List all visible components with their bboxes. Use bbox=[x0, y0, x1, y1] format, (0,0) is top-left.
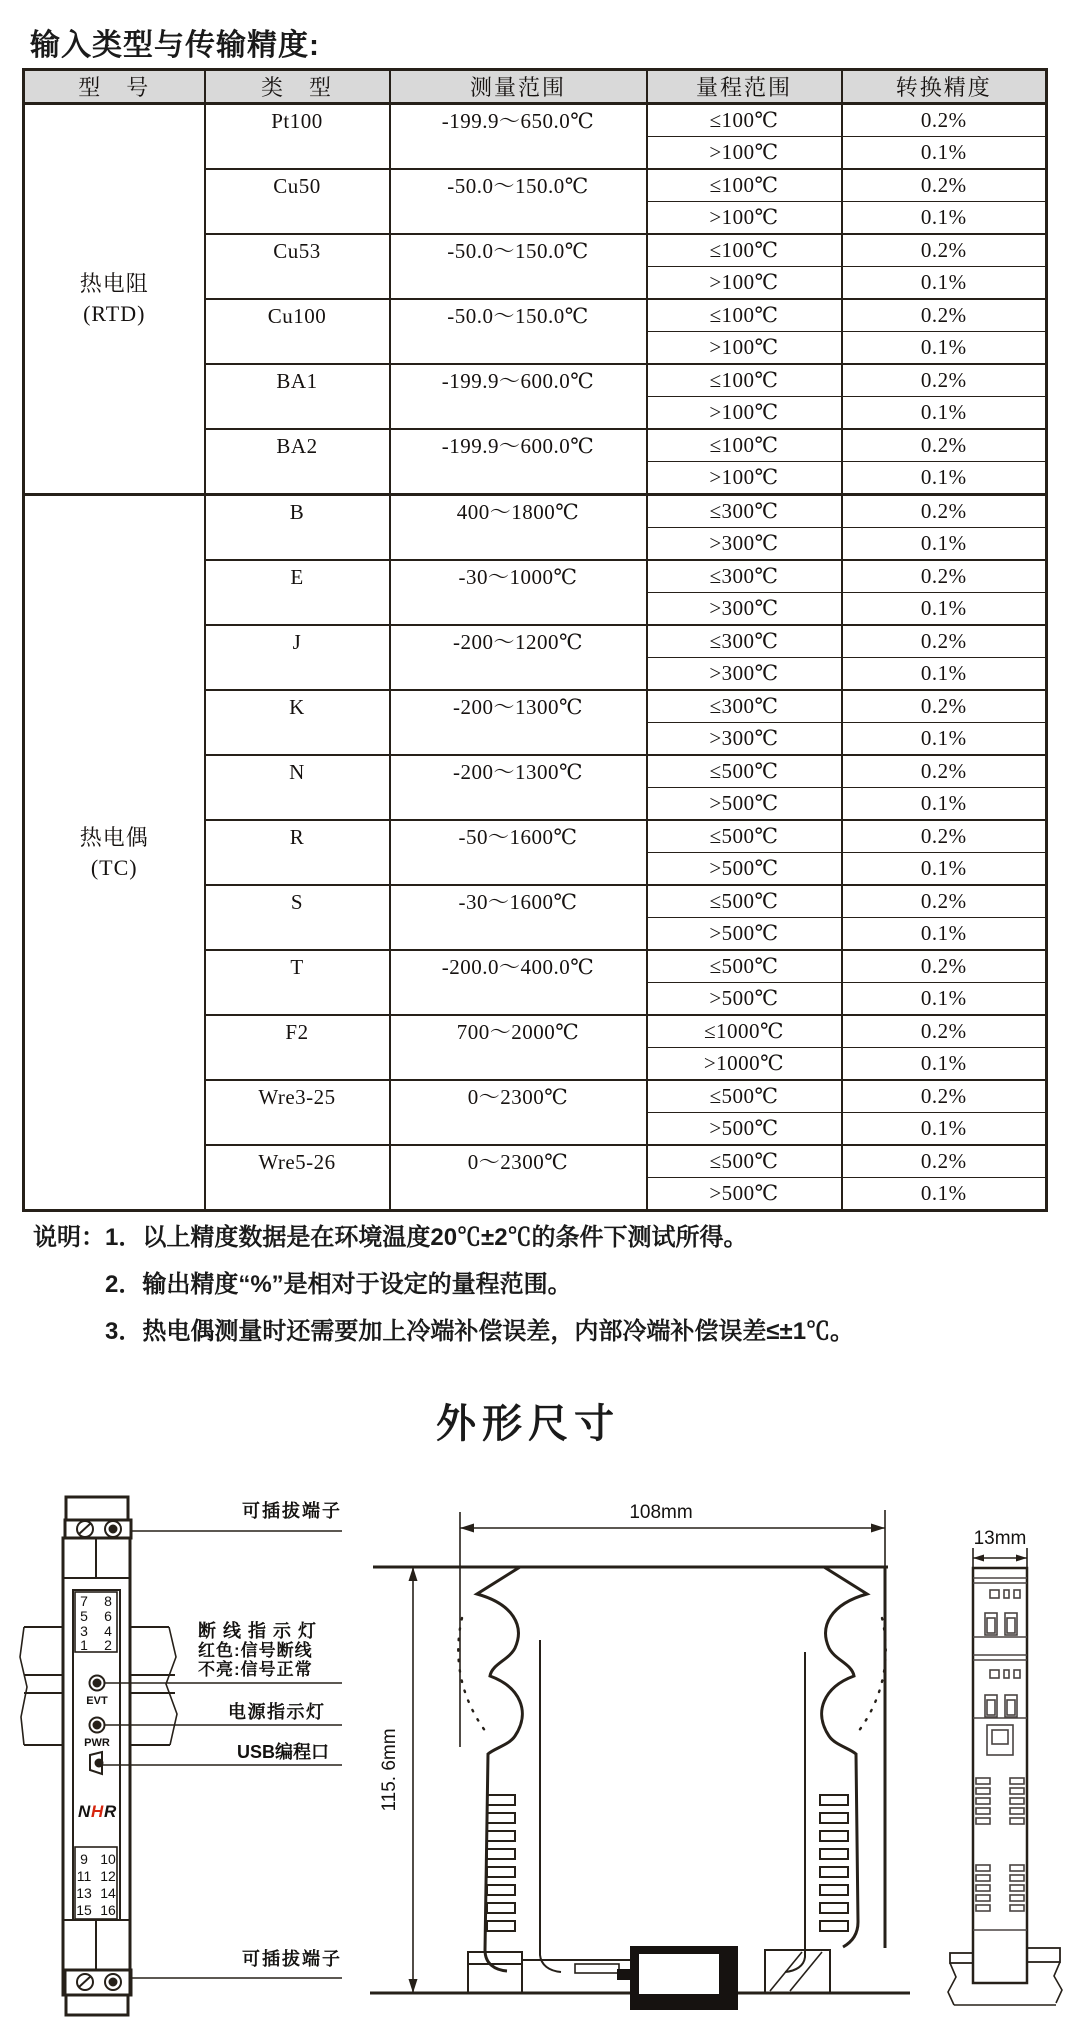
span-cell: ≤500℃ bbox=[647, 885, 842, 918]
range-cell: 400～1800℃ bbox=[390, 495, 647, 561]
range-cell: -200.0～400.0℃ bbox=[390, 950, 647, 1015]
type-cell: Pt100 bbox=[205, 104, 390, 170]
span-cell: >500℃ bbox=[647, 788, 842, 821]
range-cell: -199.9～600.0℃ bbox=[390, 429, 647, 495]
evt-label: EVT bbox=[86, 1695, 108, 1707]
span-cell: ≤300℃ bbox=[647, 560, 842, 593]
span-cell: >500℃ bbox=[647, 853, 842, 886]
accuracy-cell: 0.2% bbox=[842, 364, 1047, 397]
terminal-numbers-top bbox=[80, 1593, 112, 1653]
spec-table bbox=[22, 68, 1048, 1212]
range-cell: -199.9～650.0℃ bbox=[390, 104, 647, 170]
accuracy-cell: 0.2% bbox=[842, 1080, 1047, 1113]
table-row bbox=[24, 104, 1047, 137]
type-cell: Cu53 bbox=[205, 234, 390, 299]
type-cell: F2 bbox=[205, 1015, 390, 1080]
edge-body bbox=[973, 1568, 1027, 1983]
evt-led-icon bbox=[90, 1676, 105, 1691]
type-cell: BA1 bbox=[205, 364, 390, 429]
accuracy-cell: 0.1% bbox=[842, 723, 1047, 756]
accuracy-cell: 0.2% bbox=[842, 495, 1047, 528]
accuracy-cell: 0.2% bbox=[842, 234, 1047, 267]
terminal-number: 12 bbox=[100, 1868, 116, 1884]
model-subname: (RTD) bbox=[83, 301, 146, 326]
col-header-model: 型 号 bbox=[24, 70, 205, 104]
accuracy-cell: 0.1% bbox=[842, 983, 1047, 1016]
span-cell: ≤100℃ bbox=[647, 104, 842, 137]
model-name: 热电偶 bbox=[79, 824, 149, 850]
type-cell: S bbox=[205, 885, 390, 950]
span-cell: >100℃ bbox=[647, 397, 842, 430]
accuracy-cell: 0.1% bbox=[842, 137, 1047, 170]
span-cell: ≤300℃ bbox=[647, 625, 842, 658]
range-cell: -50.0～150.0℃ bbox=[390, 169, 647, 234]
span-cell: ≤100℃ bbox=[647, 429, 842, 462]
accuracy-cell: 0.2% bbox=[842, 950, 1047, 983]
range-cell: -30～1600℃ bbox=[390, 885, 647, 950]
span-cell: >300℃ bbox=[647, 593, 842, 626]
note-item-3: 3．热电偶测量时还需要加上冷端补偿误差，内部冷端补偿误差≤±1℃。 bbox=[105, 1318, 855, 1345]
height-dimension-label: 115. 6mm bbox=[379, 1728, 400, 1812]
accuracy-cell: 0.1% bbox=[842, 397, 1047, 430]
span-cell: >100℃ bbox=[647, 202, 842, 235]
table-row bbox=[24, 495, 1047, 528]
span-cell: >100℃ bbox=[647, 332, 842, 365]
accuracy-cell: 0.2% bbox=[842, 690, 1047, 723]
span-cell: >300℃ bbox=[647, 528, 842, 561]
span-cell: ≤300℃ bbox=[647, 495, 842, 528]
span-cell: >1000℃ bbox=[647, 1048, 842, 1081]
model-cell bbox=[24, 495, 205, 1211]
accuracy-cell: 0.2% bbox=[842, 755, 1047, 788]
accuracy-cell: 0.1% bbox=[842, 788, 1047, 821]
terminal-number: 10 bbox=[100, 1851, 116, 1867]
range-cell: -200～1300℃ bbox=[390, 755, 647, 820]
type-cell: Cu50 bbox=[205, 169, 390, 234]
terminal-number: 8 bbox=[104, 1593, 112, 1609]
terminal-number: 4 bbox=[104, 1623, 112, 1639]
accuracy-cell: 0.1% bbox=[842, 332, 1047, 365]
type-cell: Cu100 bbox=[205, 299, 390, 364]
span-cell: ≤500℃ bbox=[647, 950, 842, 983]
note-line-1 bbox=[33, 1222, 1053, 1253]
span-cell: ≤100℃ bbox=[647, 364, 842, 397]
edge-details bbox=[973, 1578, 1027, 1930]
type-cell: Wre5-26 bbox=[205, 1145, 390, 1211]
accuracy-cell: 0.1% bbox=[842, 267, 1047, 300]
accuracy-cell: 0.1% bbox=[842, 202, 1047, 235]
pwr-label: PWR bbox=[84, 1737, 110, 1749]
span-cell: ≤500℃ bbox=[647, 1080, 842, 1113]
range-cell: -200～1200℃ bbox=[390, 625, 647, 690]
model-subname: (TC) bbox=[90, 854, 138, 880]
top-terminal-label: 可插拔端子 bbox=[242, 1501, 342, 1521]
terminal-number: 16 bbox=[100, 1902, 116, 1918]
accuracy-cell: 0.2% bbox=[842, 625, 1047, 658]
terminal-number: 2 bbox=[104, 1637, 112, 1653]
range-cell: -50～1600℃ bbox=[390, 820, 647, 885]
accuracy-cell: 0.1% bbox=[842, 918, 1047, 951]
side-view-drawing bbox=[365, 1452, 920, 2032]
spec-table-head bbox=[24, 70, 1047, 104]
terminal-number: 5 bbox=[80, 1608, 88, 1624]
span-cell: ≤100℃ bbox=[647, 169, 842, 202]
usb-port-icon bbox=[90, 1752, 103, 1774]
terminal-numbers-bottom bbox=[76, 1851, 116, 1918]
type-cell: T bbox=[205, 950, 390, 1015]
edge-view-drawing bbox=[930, 1452, 1080, 2032]
accuracy-cell: 0.1% bbox=[842, 853, 1047, 886]
logo-letter-h: H bbox=[91, 1802, 104, 1821]
type-cell: B bbox=[205, 495, 390, 561]
accuracy-cell: 0.2% bbox=[842, 299, 1047, 332]
accuracy-cell: 0.2% bbox=[842, 104, 1047, 137]
accuracy-cell: 0.2% bbox=[842, 820, 1047, 853]
break-indicator-label bbox=[198, 1622, 323, 1679]
accuracy-cell: 0.1% bbox=[842, 658, 1047, 691]
spec-table-body bbox=[24, 104, 1047, 1211]
range-cell: 700～2000℃ bbox=[390, 1015, 647, 1080]
span-cell: >500℃ bbox=[647, 983, 842, 1016]
span-cell: >300℃ bbox=[647, 723, 842, 756]
model-cell bbox=[24, 104, 205, 495]
span-cell: ≤100℃ bbox=[647, 299, 842, 332]
accuracy-cell: 0.2% bbox=[842, 429, 1047, 462]
range-cell: -50.0～150.0℃ bbox=[390, 299, 647, 364]
span-cell: >500℃ bbox=[647, 918, 842, 951]
width-dimension-label: 108mm bbox=[629, 1502, 693, 1523]
range-cell: 0～2300℃ bbox=[390, 1145, 647, 1211]
accuracy-cell: 0.2% bbox=[842, 169, 1047, 202]
edge-dimension bbox=[973, 1548, 1027, 1578]
span-cell: >500℃ bbox=[647, 1113, 842, 1146]
range-cell: -200～1300℃ bbox=[390, 690, 647, 755]
note-item-1: 1．以上精度数据是在环境温度20℃±2℃的条件下测试所得。 bbox=[105, 1224, 748, 1251]
accuracy-cell: 0.2% bbox=[842, 1145, 1047, 1178]
type-cell: BA2 bbox=[205, 429, 390, 495]
accuracy-cell: 0.2% bbox=[842, 885, 1047, 918]
span-cell: >100℃ bbox=[647, 462, 842, 495]
edge-din-foot bbox=[948, 1948, 1062, 2005]
usb-port-label: USB编程口 bbox=[237, 1742, 330, 1762]
terminal-number: 11 bbox=[76, 1868, 92, 1884]
height-dimension bbox=[409, 1567, 418, 1993]
model-name: 热电阻 bbox=[79, 271, 149, 296]
accuracy-cell: 0.1% bbox=[842, 1178, 1047, 1211]
note-line-3 bbox=[33, 1316, 1053, 1347]
accuracy-cell: 0.1% bbox=[842, 1113, 1047, 1146]
vent-slots-left bbox=[487, 1795, 515, 1931]
power-indicator-label: 电源指示灯 bbox=[228, 1702, 326, 1722]
type-cell: R bbox=[205, 820, 390, 885]
usb-connector-block bbox=[617, 1946, 738, 2010]
range-cell: -50.0～150.0℃ bbox=[390, 234, 647, 299]
page-title: 输入类型与传输精度: bbox=[30, 29, 320, 62]
terminal-number: 6 bbox=[104, 1608, 112, 1624]
range-cell: -30～1000℃ bbox=[390, 560, 647, 625]
bottom-terminal-label: 可插拔端子 bbox=[242, 1949, 342, 1969]
terminal-number: 14 bbox=[100, 1885, 116, 1901]
pwr-led-icon bbox=[90, 1718, 105, 1733]
span-cell: ≤1000℃ bbox=[647, 1015, 842, 1048]
break-indicator-line1: 断线指示灯 bbox=[198, 1621, 323, 1641]
span-cell: ≤300℃ bbox=[647, 690, 842, 723]
logo-letter-r: R bbox=[104, 1802, 117, 1821]
range-cell: -199.9～600.0℃ bbox=[390, 364, 647, 429]
type-cell: J bbox=[205, 625, 390, 690]
range-cell: 0～2300℃ bbox=[390, 1080, 647, 1145]
span-cell: ≤500℃ bbox=[647, 755, 842, 788]
accuracy-cell: 0.2% bbox=[842, 1015, 1047, 1048]
accuracy-cell: 0.1% bbox=[842, 462, 1047, 495]
accuracy-cell: 0.2% bbox=[842, 560, 1047, 593]
col-header-accuracy: 转换精度 bbox=[842, 70, 1047, 104]
nhr-logo bbox=[78, 1802, 117, 1821]
side-profile bbox=[370, 1567, 910, 1993]
span-cell: >500℃ bbox=[647, 1178, 842, 1211]
terminal-number: 13 bbox=[76, 1885, 92, 1901]
din-rail-right bbox=[130, 1627, 177, 1745]
type-cell: Wre3-25 bbox=[205, 1080, 390, 1145]
note-line-2 bbox=[33, 1269, 1053, 1300]
break-indicator-line3: 不亮:信号正常 bbox=[198, 1660, 313, 1679]
edge-dimension-label: 13mm bbox=[973, 1528, 1027, 1549]
terminal-number: 1 bbox=[80, 1637, 88, 1653]
terminal-number: 3 bbox=[80, 1623, 88, 1639]
accuracy-cell: 0.1% bbox=[842, 1048, 1047, 1081]
span-cell: >100℃ bbox=[647, 137, 842, 170]
span-cell: ≤100℃ bbox=[647, 234, 842, 267]
notes-block bbox=[33, 1222, 1053, 1363]
inner-edges bbox=[540, 1640, 805, 1972]
dimensions-section-title: 外形尺寸 bbox=[436, 1402, 620, 1446]
accuracy-cell: 0.1% bbox=[842, 593, 1047, 626]
terminal-number: 15 bbox=[76, 1902, 92, 1918]
span-cell: >300℃ bbox=[647, 658, 842, 691]
type-cell: E bbox=[205, 560, 390, 625]
notes-label: 说明： bbox=[33, 1224, 105, 1251]
col-header-range: 测量范围 bbox=[390, 70, 647, 104]
type-cell: K bbox=[205, 690, 390, 755]
type-cell: N bbox=[205, 755, 390, 820]
col-header-type: 类 型 bbox=[205, 70, 390, 104]
terminal-number: 7 bbox=[80, 1593, 88, 1609]
vent-slots-right bbox=[820, 1795, 848, 1931]
terminal-number: 9 bbox=[80, 1851, 88, 1867]
break-indicator-line2: 红色:信号断线 bbox=[198, 1641, 313, 1660]
din-rail-left bbox=[20, 1627, 63, 1745]
col-header-span: 量程范围 bbox=[647, 70, 842, 104]
span-cell: ≤500℃ bbox=[647, 1145, 842, 1178]
span-cell: >100℃ bbox=[647, 267, 842, 300]
accuracy-cell: 0.1% bbox=[842, 528, 1047, 561]
span-cell: ≤500℃ bbox=[647, 820, 842, 853]
logo-letter-n: N bbox=[78, 1802, 91, 1821]
note-item-2: 2．输出精度“%”是相对于设定的量程范围。 bbox=[105, 1271, 572, 1298]
